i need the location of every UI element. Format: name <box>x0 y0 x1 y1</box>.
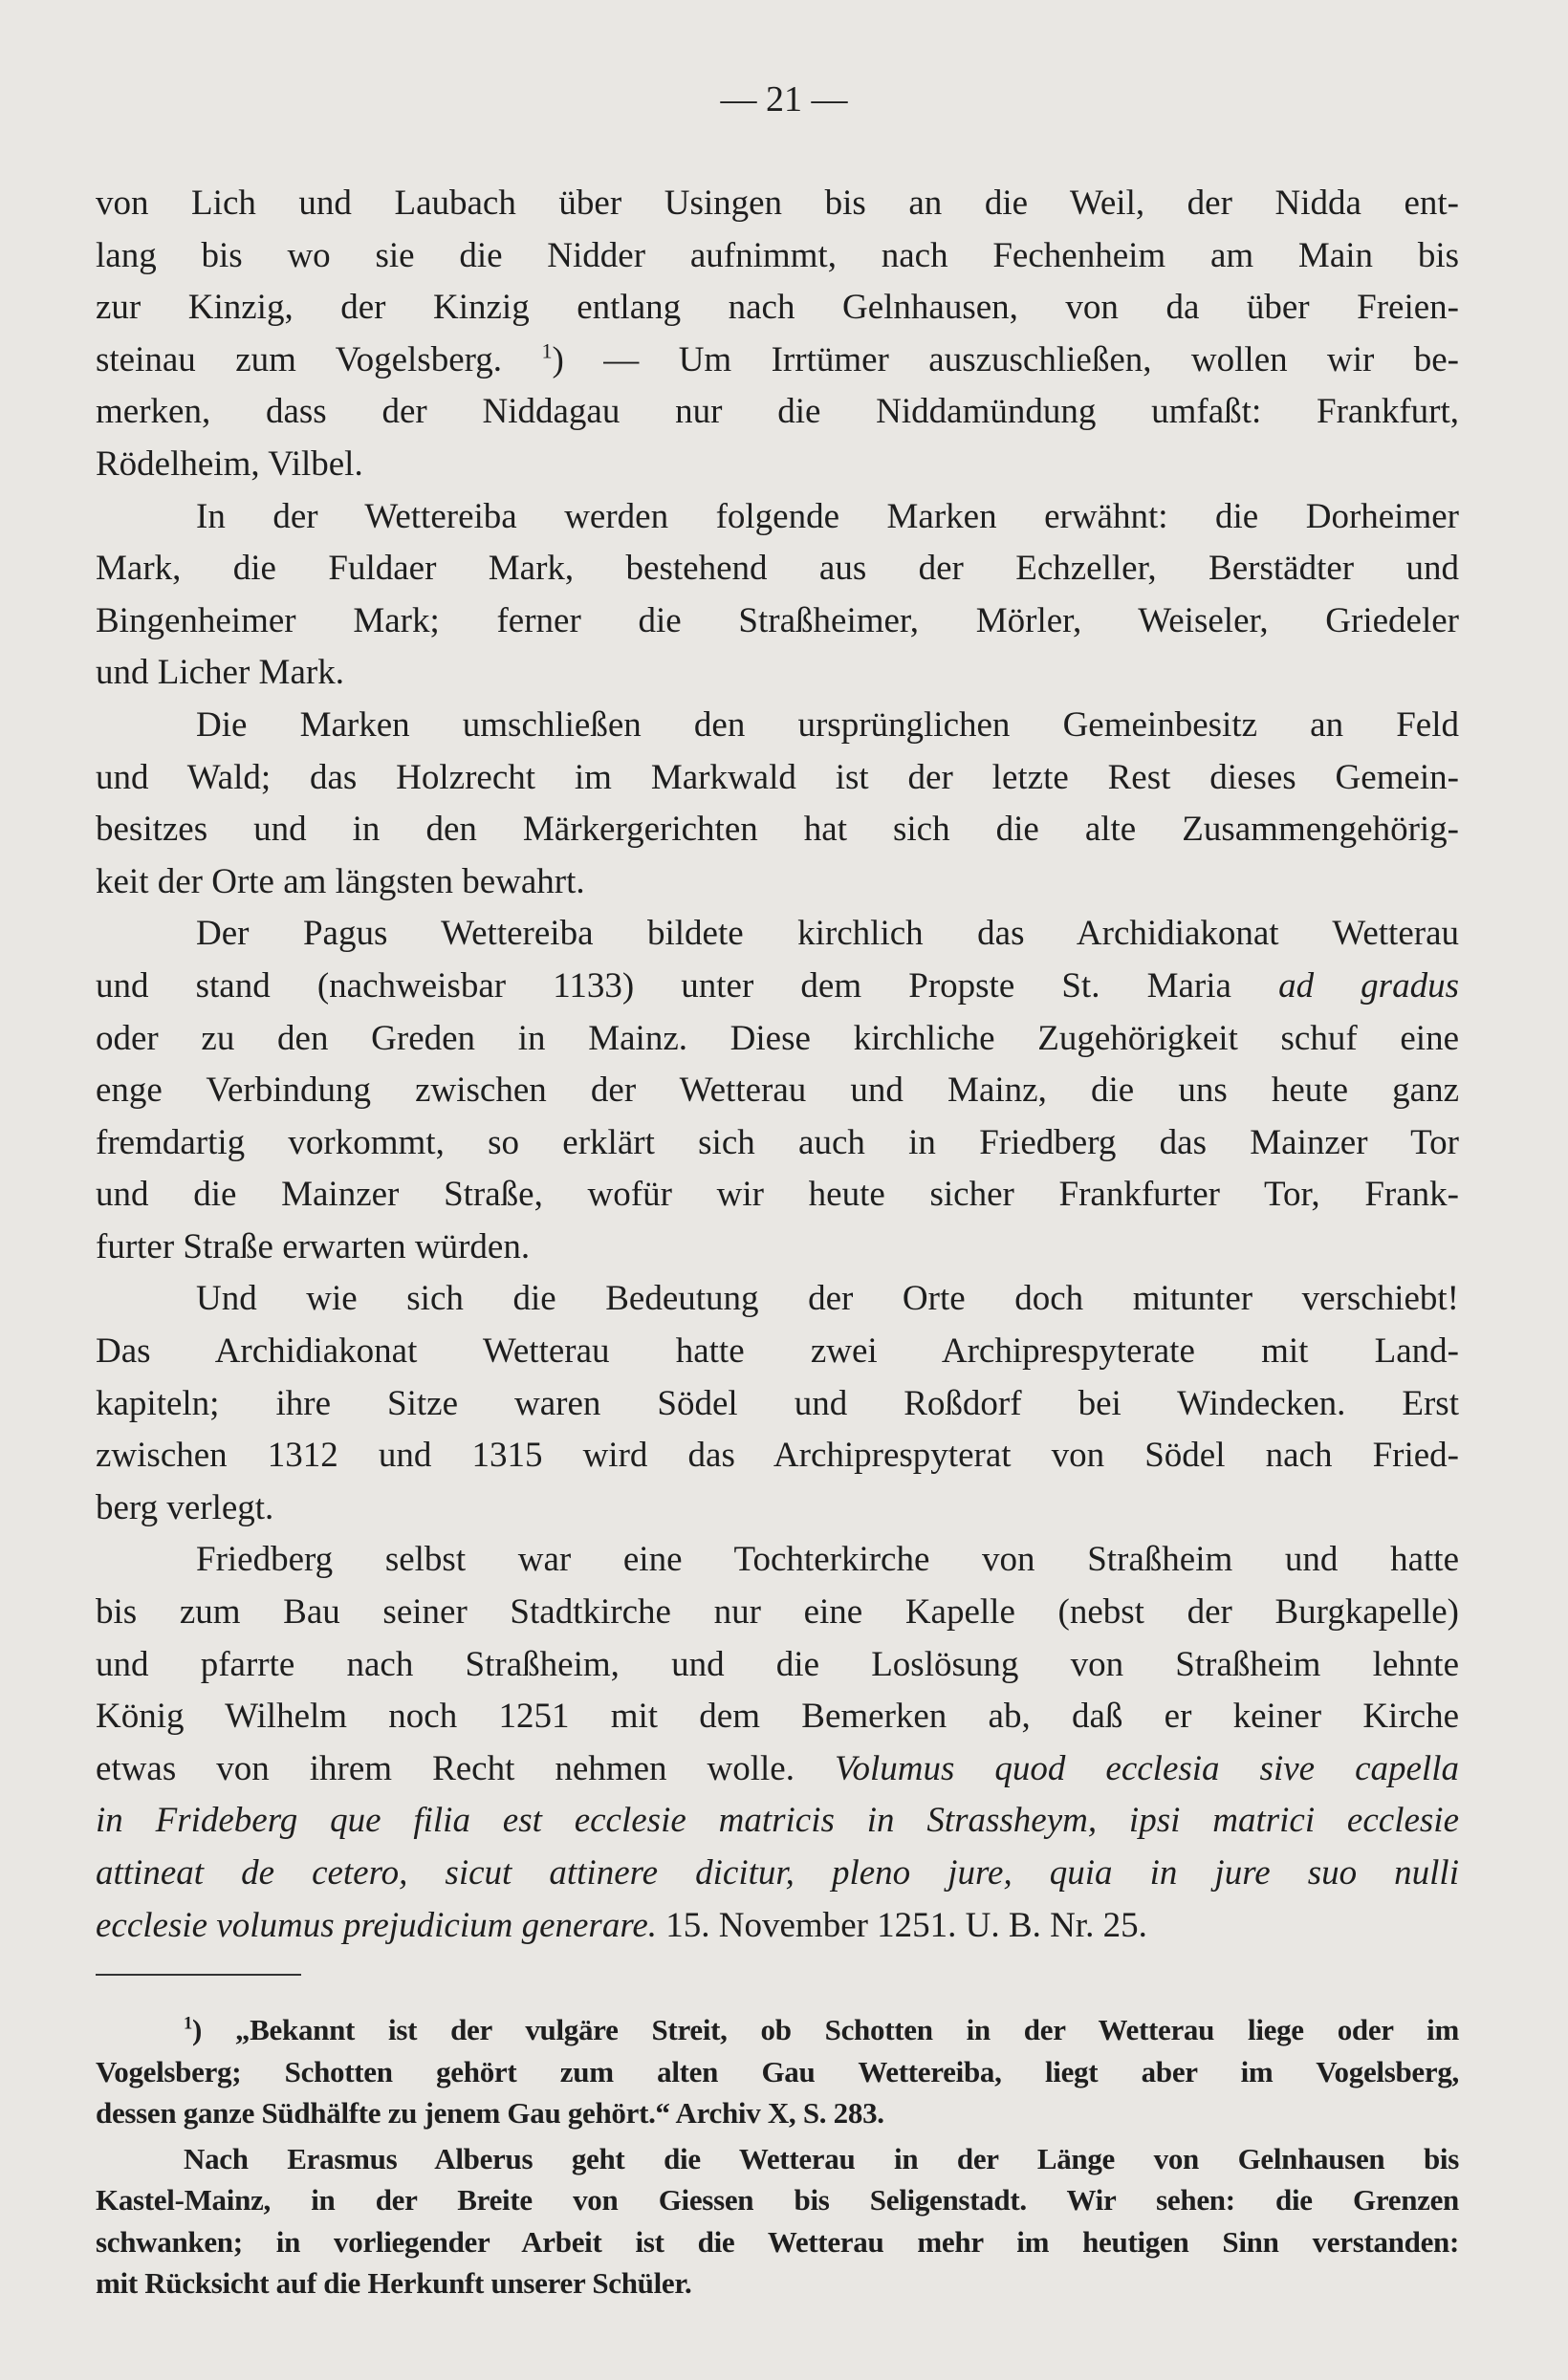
text-line <box>96 700 1459 752</box>
text-line <box>96 2138 1459 2180</box>
text-segment: und stand (nachweisbar 1133) unter dem Propste St. Maria <box>96 965 1279 1006</box>
page-number: — 21 — <box>720 79 848 119</box>
body-text <box>96 178 1459 1952</box>
text-segment: und Licher Mark. <box>96 653 344 693</box>
text-line <box>96 2092 1459 2134</box>
paragraph <box>96 700 1459 908</box>
text-line <box>96 1326 1459 1378</box>
text-segment: Friedberg selbst war eine Tochterkirche von Straßheim und hatte <box>196 1540 1459 1580</box>
text-line <box>96 1065 1459 1117</box>
text-line <box>96 335 1459 387</box>
text-segment: fremdartig vorkommt, so erklärt sich auch in Friedberg das Mainzer Tor <box>96 1122 1459 1162</box>
text-line <box>96 2262 1459 2304</box>
text-segment: In der Wettereiba werden folgende Marken erwähnt: die Dorheimer <box>196 496 1459 536</box>
footnote <box>96 2138 1459 2304</box>
text-segment: berg verlegt. <box>96 1487 274 1527</box>
text-line <box>96 2009 1459 2051</box>
text-segment: steinau zum Vogelsberg. <box>96 339 542 379</box>
text-segment: Das Archidiakonat Wetterau hatte zwei Archiprespyterate mit Land- <box>96 1331 1459 1372</box>
text-segment: zur Kinzig, der Kinzig entlang nach Gelnhausen, von da über Freien- <box>96 288 1459 328</box>
text-line <box>96 856 1459 909</box>
text-segment: ) „Bekannt ist der vulgäre Streit, ob Schotten in der Wetterau liege oder im <box>192 2013 1459 2046</box>
text-segment: mit Rücksicht auf die Herkunft unserer Schüler. <box>96 2266 692 2300</box>
text-segment: etwas von ihrem Recht nehmen wolle. <box>96 1748 835 1788</box>
text-line <box>96 282 1459 335</box>
text-segment: Bingenheimer Mark; ferner die Straßheimer, Mörler, Weiseler, Griedeler <box>96 600 1459 640</box>
text-segment: keit der Orte am längsten bewahrt. <box>96 861 585 901</box>
text-line <box>96 439 1459 491</box>
text-line <box>96 1430 1459 1482</box>
text-line <box>96 1169 1459 1222</box>
text-line <box>96 1013 1459 1066</box>
text-line <box>96 178 1459 230</box>
text-segment: Mark, die Fuldaer Mark, bestehend aus der Echzeller, Berstädter und <box>96 549 1459 589</box>
text-segment: und die Mainzer Straße, wofür wir heute sicher Frankfurter Tor, Frank- <box>96 1175 1459 1215</box>
text-line <box>96 1639 1459 1692</box>
text-line <box>96 1273 1459 1326</box>
text-line <box>96 1795 1459 1848</box>
text-line <box>96 1534 1459 1587</box>
paragraph <box>96 908 1459 1273</box>
text-segment: besitzes und in den Märkergerichten hat sich die alte Zusammengehörig- <box>96 810 1459 850</box>
text-line <box>96 2051 1459 2093</box>
paragraph <box>96 178 1459 491</box>
text-line <box>96 1691 1459 1743</box>
text-line <box>96 386 1459 439</box>
text-line <box>96 1482 1459 1535</box>
text-line <box>96 1587 1459 1639</box>
text-line <box>96 961 1459 1013</box>
text-segment: kapiteln; ihre Sitze waren Södel und Roßdorf bei Windecken. Erst <box>96 1383 1459 1423</box>
paragraph <box>96 1273 1459 1534</box>
text-segment: bis zum Bau seiner Stadtkirche nur eine Kapelle (nebst der Burgkapelle) <box>96 1592 1459 1633</box>
text-segment: Rödelheim, Vilbel. <box>96 444 363 484</box>
text-segment: Nach Erasmus Alberus geht die Wetterau in der Länge von Gelnhausen bis <box>184 2141 1459 2175</box>
text-segment: zwischen 1312 und 1315 wird das Archiprespyterat von Södel nach Fried- <box>96 1436 1459 1476</box>
text-segment: schwanken; in vorliegender Arbeit ist die Wetterau mehr im heutigen Sinn verstanden: <box>96 2224 1459 2259</box>
text-line <box>96 1743 1459 1796</box>
text-segment: und pfarrte nach Straßheim, und die Loslösung von Straßheim lehnte <box>96 1644 1459 1684</box>
text-segment: 15. November 1251. U. B. Nr. 25. <box>657 1905 1147 1945</box>
text-segment: Und wie sich die Bedeutung der Orte doch mitunter verschiebt! <box>196 1279 1459 1319</box>
text-segment: ) — Um Irrtümer auszuschließen, wollen wir be- <box>552 339 1459 379</box>
text-segment: Der Pagus Wettereiba bildete kirchlich das Archidiakonat Wetterau <box>196 914 1459 954</box>
paragraph <box>96 1534 1459 1952</box>
text-segment: Kastel-Mainz, in der Breite von Giessen bis Seligenstadt. Wir sehen: die Grenzen <box>96 2183 1459 2217</box>
latin-quote-text: attineat de cetero, sicut attinere dicitur, pleno jure, quia in jure suo nulli <box>96 1853 1459 1893</box>
footnote-marker: 1 <box>184 2013 192 2034</box>
paragraph <box>96 491 1459 700</box>
text-line <box>96 543 1459 595</box>
text-segment: dessen ganze Südhälfte zu jenem Gau gehört.“ Archiv X, S. 283. <box>96 2096 884 2130</box>
text-line <box>96 1117 1459 1170</box>
text-segment: enge Verbindung zwischen der Wetterau und Mainz, die uns heute ganz <box>96 1071 1459 1111</box>
text-line <box>96 1900 1459 1953</box>
text-line <box>96 1378 1459 1431</box>
text-segment: furter Straße erwarten würden. <box>96 1226 531 1266</box>
latin-quote-text: ad gradus <box>1278 965 1459 1006</box>
text-segment: lang bis wo sie die Nidder aufnimmt, nach Fechenheim am Main bis <box>96 235 1459 275</box>
footnotes <box>96 2009 1459 2304</box>
text-line <box>96 230 1459 283</box>
text-line <box>96 647 1459 700</box>
text-line <box>96 804 1459 856</box>
text-segment: König Wilhelm noch 1251 mit dem Bemerken ab, daß er keiner Kirche <box>96 1697 1459 1737</box>
footnote <box>96 2009 1459 2134</box>
text-line <box>96 908 1459 961</box>
text-line <box>96 1848 1459 1900</box>
text-line <box>96 491 1459 544</box>
text-line <box>96 2179 1459 2221</box>
footnote-marker: 1 <box>541 338 553 363</box>
latin-quote-text: Volumus quod ecclesia sive capella <box>834 1748 1459 1788</box>
text-segment: oder zu den Greden in Mainz. Diese kirchliche Zugehörigkeit schuf eine <box>96 1018 1459 1058</box>
latin-quote-text: in Frideberg que filia est ecclesie matricis in Strassheym, ipsi matrici ecclesie <box>96 1801 1459 1841</box>
text-segment: Die Marken umschließen den ursprünglichen Gemeinbesitz an Feld <box>196 704 1459 745</box>
footnote-separator <box>96 1974 301 1976</box>
text-line <box>96 595 1459 648</box>
latin-quote-text: ecclesie volumus prejudicium generare. <box>96 1905 658 1945</box>
text-segment: von Lich und Laubach über Usingen bis an die Weil, der Nidda ent- <box>96 184 1459 223</box>
text-segment: und Wald; das Holzrecht im Markwald ist der letzte Rest dieses Gemein- <box>96 757 1459 797</box>
text-line <box>96 1222 1459 1274</box>
text-segment: Vogelsberg; Schotten gehört zum alten Gau Wettereiba, liegt aber im Vogelsberg, <box>96 2054 1459 2088</box>
text-segment: merken, dass der Niddagau nur die Niddamündung umfaßt: Frankfurt, <box>96 392 1459 432</box>
text-line <box>96 752 1459 805</box>
text-line <box>96 2221 1459 2263</box>
